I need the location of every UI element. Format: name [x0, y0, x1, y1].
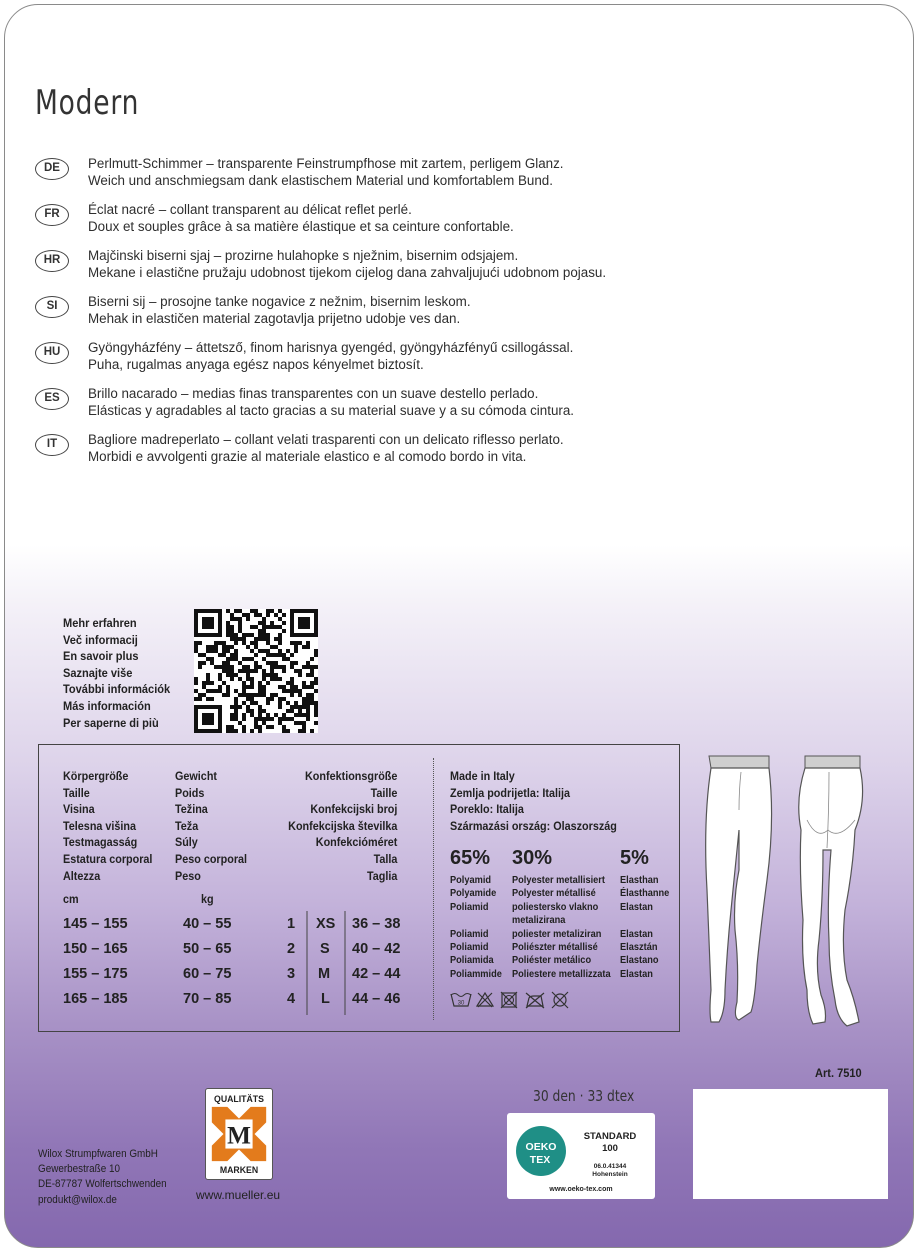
- packaging-card: Modern DE Perlmutt-Schimmer – transparente Feinstrumpfhose mit zartem, perligem Glanz. Weich und anschmiegsam dank elastischem Material und komfortablem Bund. FR Éclat nacré – collant transparent au délicat reflet perlé. Doux et souples grâce à sa matière élastique et sa ceinture confortable. HR Majčinski biserni sjaj – prozirne hulahopke s nježnim, bisernim odsjajem. Mekane i elastične pružaju udobnost tijekom cijelog dana zahvaljujući udobnom pojasu. SI Biserni sij – prosojne tanke nogavice z nežnim, bisernim leskom. Mehak in elastičen material zagotavlja prijetno udobje ves dan. HU Gyöngyházfény – áttetsző, finom harisnya gyengéd, gyöngyházfényű csillogással. Puha, rugalmas anyaga egész napos kényelmet biztosít. ES Brillo nacarado – medias finas transparentes con un suave destello perlado. Elásticas y agradables al tacto gracias a su material suave y a su cómoda cintura. IT Bagliore madreperlato – collant velati trasparenti con un delicato riflesso perlato. Morbidi e avvolgenti grazie al materiale elastico e al comodo bordo in vita. Mehr erfahren Več informacij En savoir plus Saznajte više További információk Más información Per saperne di più Körpergröße Taille Visina Telesna višina Testmagasság Estatura corporal Altezza Gewicht Poids Težina Teža Súly Peso corporal Peso Konfektionsgröße Taille Konfekcijski broj Konfekcijska številka Konfekcióméret Talla Taglia cm kg 145 – 155 40 – 55 1 XS 36 – 38 150 – 165 50 – 65 2 S 40 – 42 155 – 175 60 – 75 3 M 42 – 44 165 – 185 70 – 85 4 L 44 – 46 Made in Italy Zemlja podrijetla: Italija Poreklo: Italija Származási ország: Olaszország 65% 30% 5% Polyamid Polyamide Poliamid Poliamid Poliamid Poliamida Poliammide Polyester metallisiert Polyester métallisé poliestersko vlakno metalizirana poliester metaliziran Poliészter métallisé Poliéster metálico Poliestere metallizzata Elasthan Élasthanne Elastan Elastan Elasztán Elastano Elastan 30 Art. 7510 30 den · 33 dtex OEKO TEX STANDARD 100 06.0.41344 Hohenstein www.oeko-tex.com QUALITÄTS M MARKEN www.mueller.eu Wilox Strumpfwaren GmbH Gewerbestraße 10 DE-87787 Wolfertschwenden produkt@wilox.de: [4, 4, 914, 1248]
- size-labels: Konfektionsgröße Taille Konfekcijski broj Konfekcijska številka Konfekcióméret Talla Taglia: [287, 769, 397, 883]
- composition-pct-2: 30%: [512, 847, 553, 869]
- no-tumble-dry-icon: [501, 992, 517, 1008]
- lang-badge: ES: [35, 388, 69, 410]
- svg-text:QUALITÄTS: QUALITÄTS: [214, 1093, 264, 1104]
- care-symbols: [450, 991, 580, 1009]
- website[interactable]: www.mueller.eu: [196, 1188, 281, 1202]
- svg-text:TEX: TEX: [529, 1154, 551, 1166]
- description-text: Perlmutt-Schimmer – transparente Feinstrumpfhose mit zartem, perligem Glanz. Weich und anschmiegsam dank elastischem Material und komfortablem Bund.: [88, 156, 564, 188]
- unit-cm: cm: [63, 892, 79, 906]
- article-number: Art. 7510: [815, 1066, 862, 1080]
- lang-badge: HU: [35, 342, 69, 364]
- svg-text:30: 30: [457, 1000, 465, 1007]
- oeko-tex-logo: [507, 1113, 655, 1199]
- svg-text:OEKO: OEKO: [525, 1141, 557, 1153]
- description-text: Bagliore madreperlato – collant velati trasparenti con un delicato riflesso perlato. Morbidi e avvolgenti grazie al materiale elastico e al comodo bordo in vita.: [88, 432, 564, 464]
- manufacturer-address: Wilox Strumpfwaren GmbH Gewerbestraße 10 DE-87787 Wolfertschwenden produkt@wilox.de: [38, 1148, 167, 1206]
- weight-labels: Gewicht Poids Težina Teža Súly Peso corporal Peso: [175, 769, 248, 883]
- description-text: Majčinski biserni sjaj – prozirne hulahopke s nježnim, bisernim odsjajem. Mekane i elastične pružaju udobnost tijekom cijelog dana zahvaljujući udobnom pojasu.: [88, 248, 607, 280]
- product-title: Modern: [35, 83, 140, 123]
- size-separators: [305, 911, 355, 1015]
- composition-pct-1: 65%: [450, 847, 491, 869]
- lang-badge: HR: [35, 250, 69, 272]
- svg-text:M: M: [227, 1122, 251, 1150]
- composition-materials-3: Elasthan Élasthanne Elastan Elastan Elasztán Elastano Elastan: [620, 874, 670, 980]
- lang-badge: SI: [35, 296, 69, 318]
- qr-code-icon[interactable]: [194, 609, 318, 733]
- description-text: Éclat nacré – collant transparent au délicat reflet perlé. Doux et souples grâce à sa matière élastique et sa ceinture confortable.: [88, 202, 514, 234]
- divider: [433, 758, 434, 1020]
- lang-badge: IT: [35, 434, 69, 456]
- svg-text:MARKEN: MARKEN: [219, 1164, 259, 1175]
- svg-text:www.oeko-tex.com: www.oeko-tex.com: [549, 1186, 613, 1193]
- label-blank: [693, 1089, 888, 1199]
- more-info-list: Mehr erfahren Več informacij En savoir plus Saznajte više További információk Más información Per saperne di più: [63, 616, 171, 730]
- origin-list: Made in Italy Zemlja podrijetla: Italija Poreklo: Italija Származási ország: Olaszország: [450, 769, 617, 833]
- denier: 30 den · 33 dtex: [533, 1087, 635, 1105]
- tights-illustration: [695, 750, 895, 1035]
- description-text: Brillo nacarado – medias finas transparentes con un suave destello perlado. Elásticas y agradables al tacto gracias a su material suave y a su cómoda cintura.: [88, 386, 575, 418]
- no-iron-icon: [526, 993, 544, 1008]
- description-text: Biserni sij – prosojne tanke nogavice z nežnim, bisernim leskom. Mehak in elastičen material zagotavlja prijetno udobje ves dan.: [88, 294, 471, 326]
- svg-text:STANDARD: STANDARD: [583, 1131, 637, 1142]
- composition-pct-3: 5%: [620, 847, 649, 869]
- wash-30-icon: [451, 994, 471, 1007]
- unit-kg: kg: [201, 892, 214, 906]
- composition-materials-1: Polyamid Polyamide Poliamid Poliamid Poliamid Poliamida Poliammide: [450, 874, 502, 980]
- svg-text:Hohenstein: Hohenstein: [592, 1171, 628, 1178]
- lang-badge: FR: [35, 204, 69, 226]
- composition-materials-2: Polyester metallisiert Polyester métallisé poliestersko vlakno metalizirana poliester metaliziran Poliészter métallisé Poliéster metálico Poliestere metallizzata: [512, 874, 611, 980]
- svg-text:100: 100: [602, 1143, 618, 1154]
- lang-badge: DE: [35, 158, 69, 180]
- no-dry-clean-icon: [552, 992, 568, 1008]
- height-labels: Körpergröße Taille Visina Telesna višina Testmagasság Estatura corporal Altezza: [63, 769, 153, 883]
- quality-brands-logo: [205, 1088, 273, 1180]
- svg-text:06.0.41344: 06.0.41344: [593, 1163, 627, 1170]
- no-bleach-icon: [477, 993, 493, 1007]
- description-text: Gyöngyházfény – áttetsző, finom harisnya gyengéd, gyöngyházfényű csillogással. Puha, rugalmas anyaga egész napos kényelmet biztosít.: [88, 340, 574, 372]
